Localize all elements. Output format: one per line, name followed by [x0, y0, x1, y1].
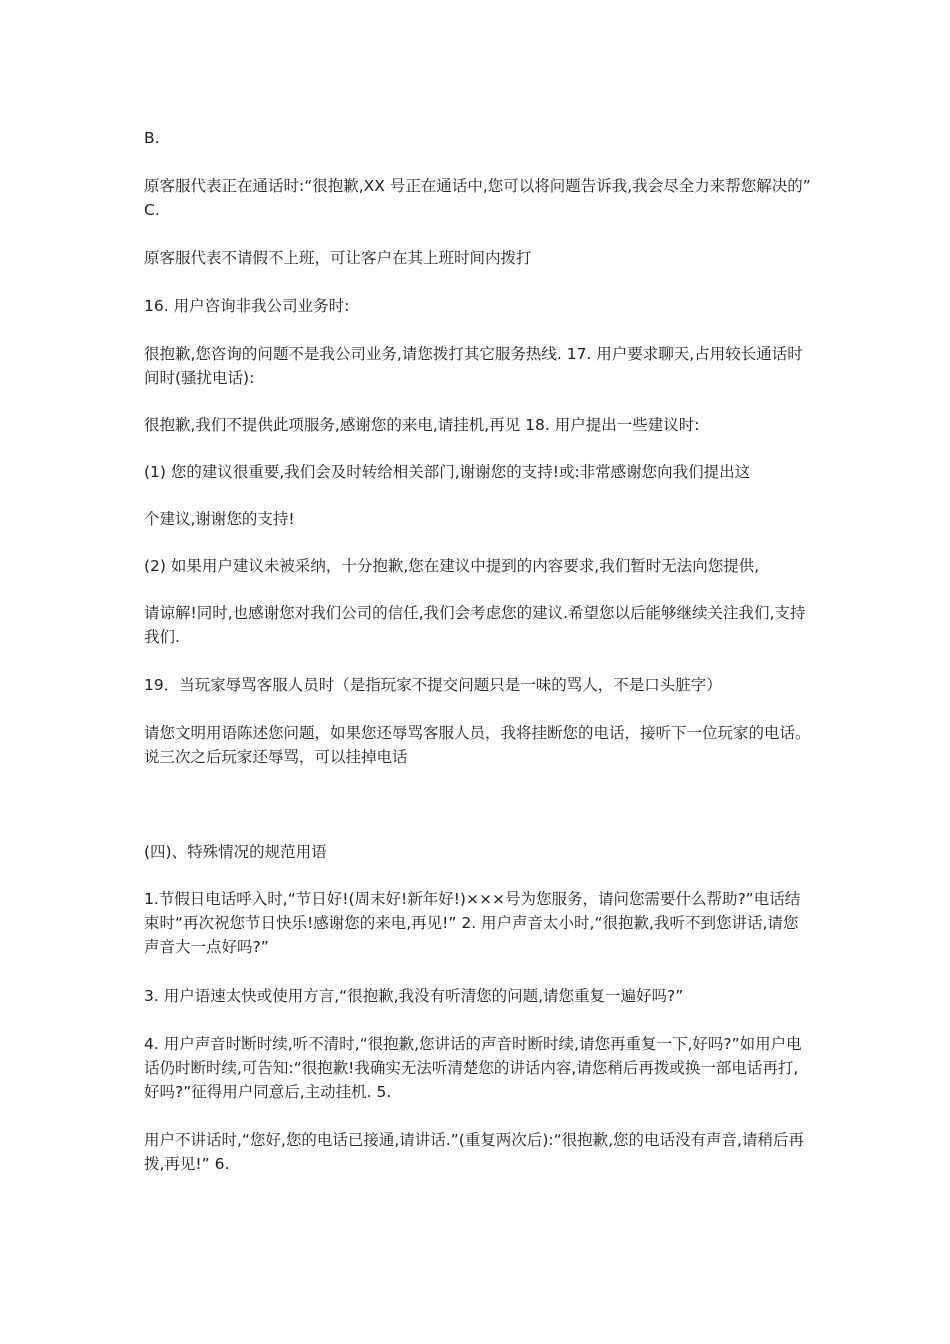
- paragraph: 4. 用户声音时断时续,听不清时,“很抱歉,您讲话的声音时断时续,请您再重复一下,好吗?”如用户电话仍时断时续,可告知:“很抱歉!我确实无法听清楚您的讲话内容,请您稍后再拨或换一部电话再打,好吗?”征得用户同意后,主动挂机. 5.: [144, 1035, 802, 1101]
- paragraph: 16. 用户咨询非我公司业务时:: [144, 297, 350, 315]
- paragraph: 请谅解!同时,也感谢您对我们公司的信任,我们会考虑您的建议.希望您以后能够继续关注我们,支持我们.: [144, 604, 806, 646]
- paragraph: 原客服代表正在通话时:“很抱歉,XX 号正在通话中,您可以将问题告诉我,我会尽全力来帮您解决的” C.: [144, 177, 811, 219]
- paragraph: 请您文明用语陈述您问题，如果您还辱骂客服人员，我将挂断您的电话，接听下一位玩家的电话。说三次之后玩家还辱骂，可以挂掉电话: [144, 724, 811, 766]
- paragraph: 很抱歉,我们不提供此项服务,感谢您的来电,请挂机,再见 18. 用户提出一些建议时:: [144, 416, 700, 434]
- section-heading: (四)、特殊情况的规范用语: [144, 843, 327, 861]
- paragraph: (2) 如果用户建议未被采纳，十分抱歉,您在建议中提到的内容要求,我们暂时无法向您提供,: [144, 557, 760, 575]
- paragraph: 1.节假日电话呼入时,“节日好!(周末好!新年好!)×××号为您服务，请问您需要什么帮助?”电话结束时“再次祝您节日快乐!感谢您的来电,再见!” 2. 用户声音太小时,“很抱歉,我听不到您讲话,请您声音大一点好吗?”: [144, 890, 801, 956]
- paragraph: 很抱歉,您咨询的问题不是我公司业务,请您拨打其它服务热线. 17. 用户要求聊天,占用较长通话时间时(骚扰电话):: [144, 345, 803, 387]
- paragraph: B.: [144, 129, 160, 147]
- paragraph: 3. 用户语速太快或使用方言,“很抱歉,我没有听清您的问题,请您重复一遍好吗?”: [144, 987, 684, 1005]
- paragraph: 用户不讲话时,“您好,您的电话已接通,请讲话.”(重复两次后):“很抱歉,您的电话没有声音,请稍后再拨,再见!” 6.: [144, 1131, 804, 1173]
- paragraph: (1) 您的建议很重要,我们会及时转给相关部门,谢谢您的支持!或:非常感谢您向我们提出这: [144, 463, 751, 481]
- paragraph: 19．当玩家辱骂客服人员时（是指玩家不提交问题只是一味的骂人，不是口头脏字）: [144, 676, 722, 694]
- paragraph: 原客服代表不请假不上班，可让客户在其上班时间内拨打: [144, 249, 532, 267]
- paragraph: 个建议,谢谢您的支持!: [144, 510, 295, 528]
